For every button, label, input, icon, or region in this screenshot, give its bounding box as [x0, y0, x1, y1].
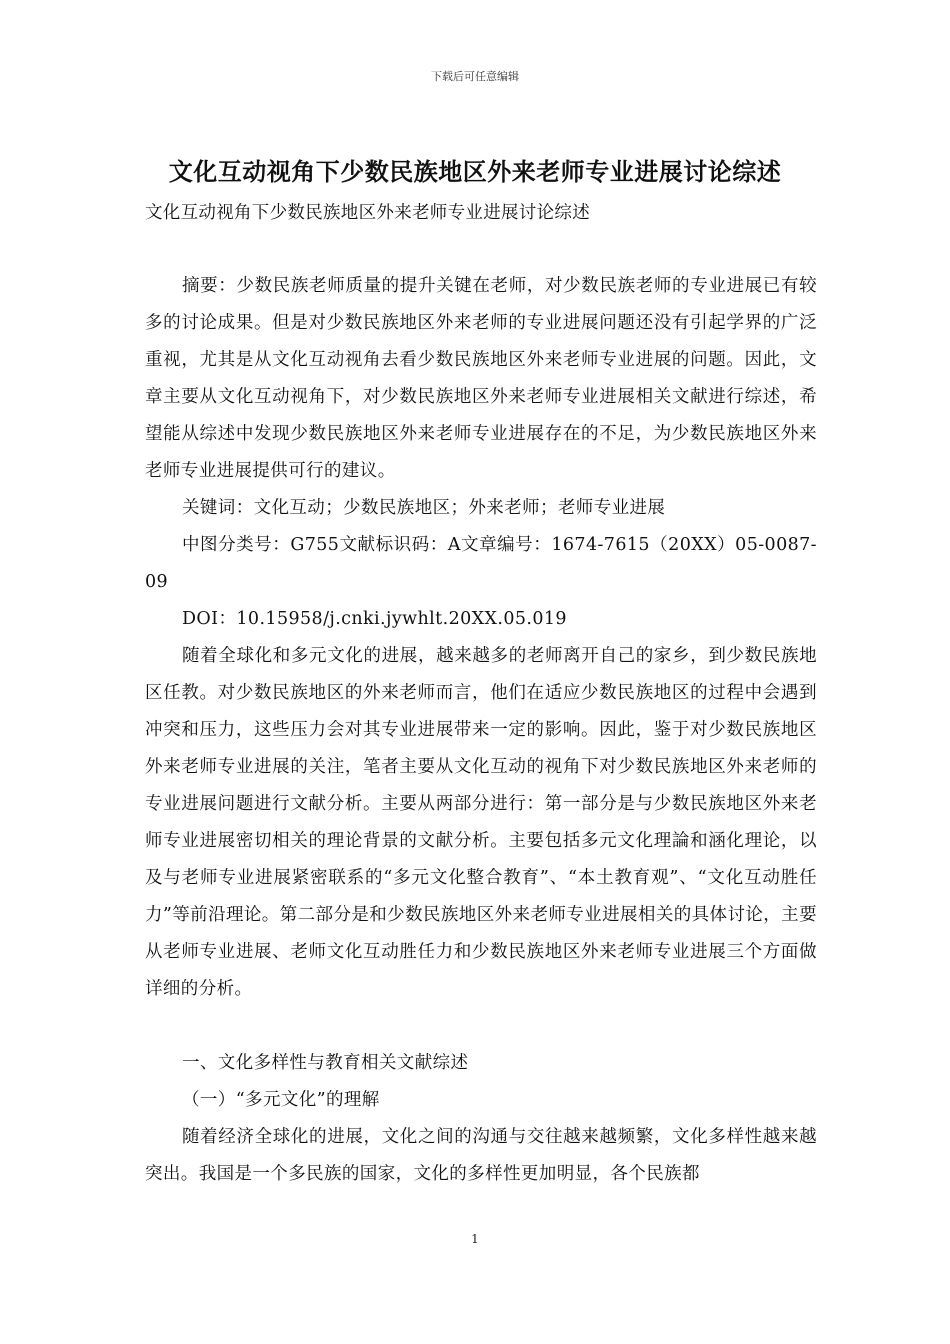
- section-heading: 一、文化多样性与教育相关文献综述: [182, 1053, 469, 1073]
- doi-line: DOI：10.15958/j.cnki.jywhlt.20XX.05.019: [182, 609, 567, 629]
- page-subtitle: 文化互动视角下少数民族地区外来老师专业进展讨论综述: [145, 203, 590, 223]
- section-paragraph: 随着经济全球化的进展，文化之间的沟通与交往越来越频繁，文化多样性越来越突出。我国是一个多民族的国家，文化的多样性更加明显，各个民族都: [145, 1127, 817, 1184]
- document-body: [145, 268, 817, 1193]
- keywords-line: 关键词：文化互动；少数民族地区；外来老师；老师专业进展: [182, 498, 666, 518]
- classification-line: 中图分类号：G755文献标识码：A文章编号：1674-7615（20XX）05-0087-09: [145, 535, 817, 592]
- page-number: 1: [471, 1232, 479, 1246]
- subsection-heading: （一）“多元文化”的理解: [182, 1090, 380, 1110]
- page-title: 文化互动视角下少数民族地区外来老师专业进展讨论综述: [168, 157, 782, 186]
- header-note: 下载后可任意编辑: [431, 70, 519, 83]
- intro-paragraph: 随着全球化和多元文化的进展，越来越多的老师离开自己的家乡，到少数民族地区任教。对少数民族地区的外来老师而言，他们在适应少数民族地区的过程中会遇到冲突和压力，这些压力会对其专业进展带来一定的影响。因此，鉴于对少数民族地区外来老师专业进展的关注，笔者主要从文化互动的视角下对少数民族地区外来老师的专业进展问题进行文献分析。主要从两部分进行：第一部分是与少数民族地区外来老师专业进展密切相关的理论背景的文献分析。主要包括多元文化理論和涵化理论，以及与老师专业进展紧密联系的“多元文化整合教育”、“本土教育观”、“文化互动胜任力”等前沿理论。第二部分是和少数民族地区外来老师专业进展相关的具体讨论，主要从老师专业进展、老师文化互动胜任力和少数民族地区外来老师专业进展三个方面做详细的分析。: [145, 646, 817, 999]
- abstract-paragraph: 摘要：少数民族老师质量的提升关键在老师，对少数民族老师的专业进展已有较多的讨论成果。但是对少数民族地区外来老师的专业进展问题还没有引起学界的广泛重视，尤其是从文化互动视角去看少数民族地区外来老师专业进展的问题。因此，文章主要从文化互动视角下，对少数民族地区外来老师专业进展相关文献进行综述，希望能从综述中发现少数民族地区外来老师专业进展存在的不足，为少数民族地区外来老师专业进展提供可行的建议。: [145, 276, 817, 481]
